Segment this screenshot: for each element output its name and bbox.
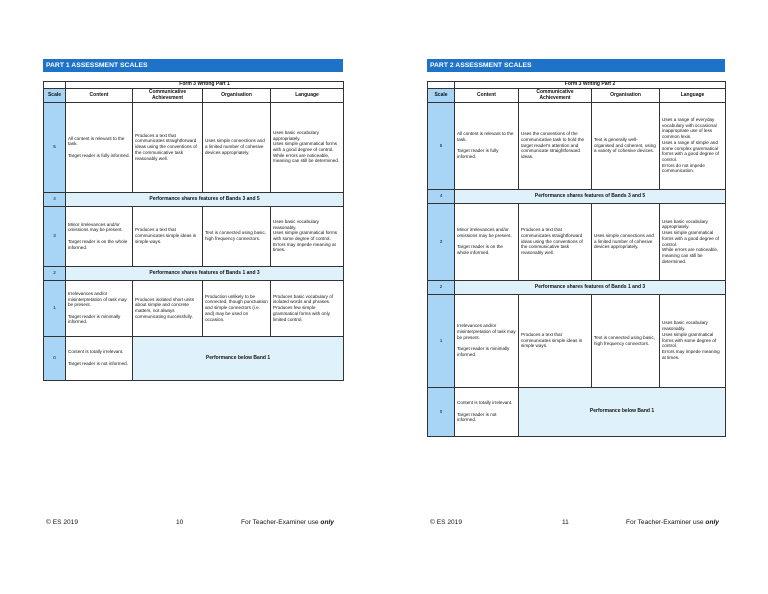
content-cell: All content is relevant to the task. Target reader is fully informed. [66,102,133,192]
band-3-row [428,203,726,280]
organisation-cell: Production unlikely to be connected, though punctuation and simple connectors (i.e. and) may be used on occasion. [203,280,271,336]
performance-below-text: Performance below Band 1 [519,387,726,436]
organisation-cell: Text is generally well-organised and coherent, using a variety of cohesive devices. [592,102,660,189]
shares-features-text: Performance shares features of Bands 3 and 5 [455,189,726,203]
language-cell: Uses basic vocabulary appropriately. Uses simple grammatical forms with a good degree of control. While errors are noticeable, meaning can still be determined. [271,102,344,192]
band-5-row [428,102,726,189]
band-1-row [428,294,726,387]
header-communicative-achievement: Communicative Achievement [133,88,203,102]
band-2-row [44,266,344,280]
header-organisation: Organisation [203,88,271,102]
communicative-achievement-cell: Produces a text that communicates simple ideas in simple ways. [519,294,592,387]
page-right [384,0,768,594]
section-banner: PART 1 ASSESSMENT SCALES [43,59,343,72]
footer-note-text: For Teacher-Examiner use [241,519,319,526]
communicative-achievement-cell: Uses the conventions of the communicative task to hold the target reader's attention and communicate straightforward ideas. [519,102,592,189]
organisation-cell: Text is connected using basic, high frequency connectors. [592,294,660,387]
organisation-cell: Text is connected using basic, high frequency connectors. [203,206,271,266]
scale-2-cell: 2 [44,266,66,280]
band-5-row [44,102,344,192]
content-cell: Minor irrelevances and/or omissions may be present. Target reader is on the whole informed. [455,203,519,280]
content-cell: Minor irrelevances and/or omissions may be present. Target reader is on the whole informed. [66,206,133,266]
content-cell: Content is totally irrelevant. Target reader is not informed. [66,336,133,380]
scale-1-cell: 1 [44,280,66,336]
scale-3-cell: 3 [428,203,455,280]
header-scale: Scale [44,88,66,102]
language-cell: Produces basic vocabulary of isolated words and phrases. Produces few simple grammatical forms with only limited control. [271,280,344,336]
language-cell: Uses a range of everyday vocabulary with occasional inappropriate use of less common lexis. Uses a range of simple and some complex grammatical forms with a good degree of control. Errors do not impede communication. [660,102,726,189]
communicative-achievement-cell: Produces a text that communicates straightforward ideas using the conventions of the communicative task reasonably well. [133,102,203,192]
performance-below-text: Performance below Band 1 [133,336,344,380]
scale-0-cell: 0 [44,336,66,380]
organisation-cell: Uses simple connections and a limited number of cohesive devices appropriately. [203,102,271,192]
header-organisation: Organisation [592,88,660,102]
scale-3-cell: 3 [44,206,66,266]
footer-note-emphasis: only [705,519,719,526]
band-2-row [428,280,726,294]
assessment-scale-table [427,81,726,437]
band-1-row [44,280,344,336]
organisation-cell: Uses simple connections and a limited number of cohesive devices appropriately. [592,203,660,280]
communicative-achievement-cell: Produces isolated short units about simple and concrete matters, not always communicating successfully. [133,280,203,336]
content-cell: Irrelevances and/or misinterpretation of task may be present. Target reader is minimally informed. [66,280,133,336]
footer-copyright: © ES 2019 [430,519,462,526]
content-cell: All content is relevant to the task. Target reader is fully informed. [455,102,519,189]
scale-0-cell: 0 [428,387,455,436]
shares-features-text: Performance shares features of Bands 3 and 5 [66,192,344,206]
language-cell: Uses basic vocabulary appropriately. Uses simple grammatical forms with a good degree of control. While errors are noticeable, meaning can still be determined. [660,203,726,280]
language-cell: Uses basic vocabulary reasonably. Uses simple grammatical forms with some degree of control. Errors may impede meaning at times. [271,206,344,266]
language-cell: Uses basic vocabulary reasonably. Uses simple grammatical forms with some degree of control. Errors may impede meaning at times. [660,294,726,387]
footer-note [626,519,719,526]
scale-5-cell: 5 [428,102,455,189]
scale-1-cell: 1 [428,294,455,387]
shares-features-text: Performance shares features of Bands 1 and 3 [66,266,344,280]
page-number: 11 [562,519,569,526]
band-0-row [44,336,344,380]
header-language: Language [271,88,344,102]
footer-note [241,519,334,526]
header-content: Content [66,88,133,102]
footer-note-text: For Teacher-Examiner use [626,519,704,526]
band-3-row [44,206,344,266]
scale-2-cell: 2 [428,280,455,294]
band-4-row [44,192,344,206]
form-title: Form 3 Writing Part 2 [455,82,726,89]
communicative-achievement-cell: Produces a text that communicates straightforward ideas using the conventions of the communicative task reasonably well. [519,203,592,280]
form-title: Form 3 Writing Part 1 [66,82,344,89]
header-scale: Scale [428,88,455,102]
band-4-row [428,189,726,203]
footer-note-emphasis: only [320,519,334,526]
scale-5-cell: 5 [44,102,66,192]
footer-copyright: © ES 2019 [46,519,78,526]
scale-4-cell: 4 [428,189,455,203]
header-communicative-achievement: Communicative Achievement [519,88,592,102]
band-0-row [428,387,726,436]
communicative-achievement-cell: Produces a text that communicates simple ideas in simple ways. [133,206,203,266]
content-cell: Irrelevances and/or misinterpretation of task may be present. Target reader is minimally informed. [455,294,519,387]
shares-features-text: Performance shares features of Bands 1 and 3 [455,280,726,294]
content-cell: Content is totally irrelevant. Target reader is not informed. [455,387,519,436]
header-language: Language [660,88,726,102]
scale-4-cell: 4 [44,192,66,206]
assessment-scale-table [43,81,344,381]
header-content: Content [455,88,519,102]
page-number: 10 [176,519,184,526]
section-banner: PART 2 ASSESSMENT SCALES [427,59,725,72]
